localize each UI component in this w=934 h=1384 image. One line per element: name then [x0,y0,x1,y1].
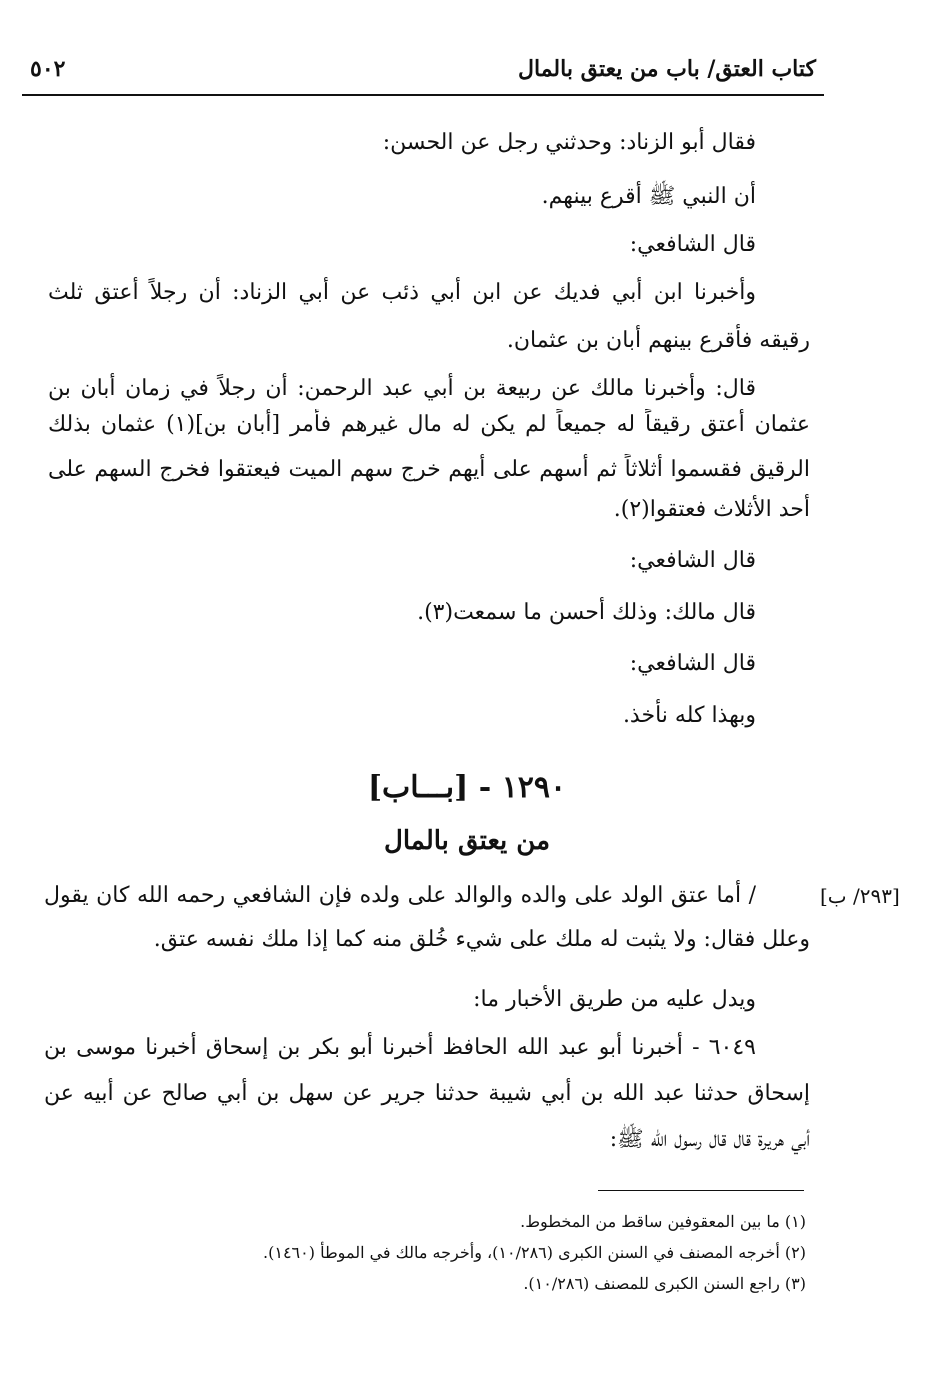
page-number: ٥٠٢ [30,56,66,82]
text-line: قال مالك: وذلك أحسن ما سمعت(٣). [417,600,756,625]
text-line: وبهذا كله نأخذ. [622,703,756,728]
text-line: أن النبي ﷺ أقرع بينهم. [541,184,756,209]
running-title: كتاب العتق/ باب من يعتق بالمال [518,56,816,82]
text-line: / أما عتق الولد على والده والوالد على ولده فإن الشافعي رحمه الله كان يقول [44,883,756,908]
text-line: أبي هريرة قال قال رسول الله ﷺ: [609,1127,810,1152]
chapter-title: ١٢٩٠ - [بـــاب] [367,770,567,805]
text-line: قال الشافعي: [629,232,756,257]
footnote-separator [598,1190,804,1191]
text-line: قال الشافعي: [629,651,756,676]
text-line: ٦٠٤٩ - أخبرنا أبو عبد الله الحافظ أخبرنا أبو بكر بن إسحاق أخبرنا موسى بن [44,1035,756,1060]
footnote: (٣) راجع السنن الكبرى للمصنف (١٠/٢٨٦). [523,1274,806,1293]
text-line: الرقيق فقسموا أثلاثاً ثم أسهم على أيهم خرج سهم الميت فيعتقوا فخرج السهم على [48,457,810,482]
text-line: قال: وأخبرنا مالك عن ربيعة بن أبي عبد الرحمن: أن رجلاً في زمان أبان بن [48,376,756,401]
text-line: ويدل عليه من طريق الأخبار ما: [473,987,756,1012]
text-line: إسحاق حدثنا عبد الله بن أبي شيبة حدثنا جرير عن سهل بن أبي صالح عن أبيه عن [44,1081,810,1106]
margin-folio-reference: [٢٩٣/ ب] [820,884,900,908]
text-line: وعلل فقال: ولا يثبت له ملك على شيء خُلق منه كما إذا ملك نفسه عتق. [153,927,810,952]
text-line: فقال أبو الزناد: وحدثني رجل عن الحسن: [382,130,756,155]
footnote: (٢) أخرجه المصنف في السنن الكبرى (١٠/٢٨٦)، وأخرجه مالك في الموطأ (١٤٦٠). [263,1243,806,1262]
chapter-subtitle: من يعتق بالمال [383,826,551,856]
text-line: قال الشافعي: [629,548,756,573]
footnote: (١) ما بين المعقوفين ساقط من المخطوط. [520,1212,806,1231]
page-header [22,52,824,92]
text-line: رقيقه فأقرع بينهم أبان بن عثمان. [506,328,810,353]
text-line: أحد الأثلاث فعتقوا(٢). [613,497,810,522]
text-line: عثمان أعتق رقيقاً له جميعاً لم يكن له مال غيرهم فأمر [أبان بن](١) عثمان بذلك [48,412,810,437]
text-line: وأخبرنا ابن أبي فديك عن ابن أبي ذئب عن أبي الزناد: أن رجلاً أعتق ثلث [48,280,756,305]
header-rule [22,94,824,96]
